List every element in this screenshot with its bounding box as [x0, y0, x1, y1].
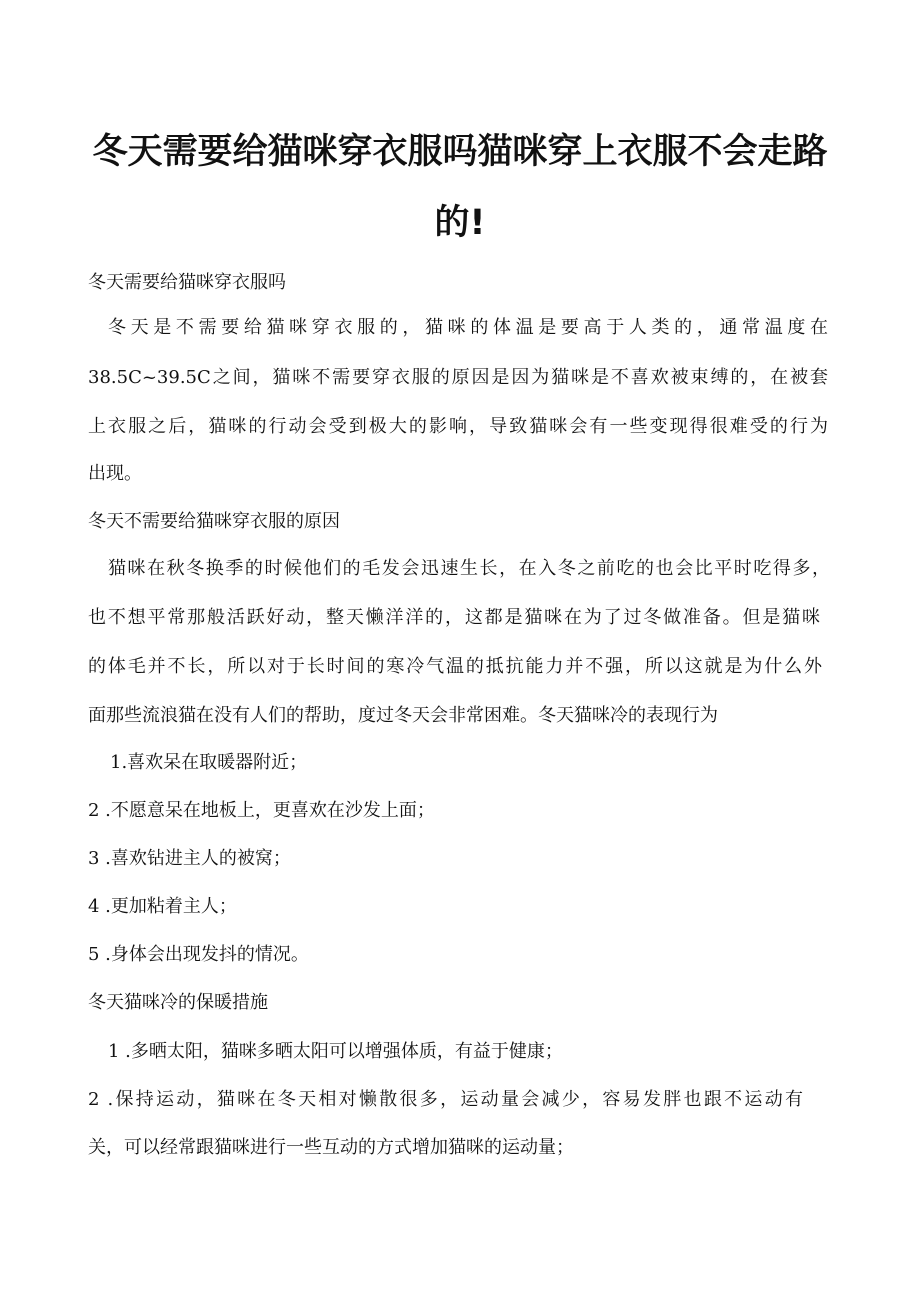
list-item: 2 .保持运动，猫咪在冬天相对懒散很多，运动量会减少，容易发胖也跟不运动有 [88, 1089, 803, 1110]
section-heading-need-clothes: 冬天需要给猫咪穿衣服吗 [88, 272, 286, 293]
paragraph-line: 上衣服之后，猫咪的行动会受到极大的影响，导致猫咪会有一些变现得很难受的行为 [88, 416, 828, 437]
list-item: 3 .喜欢钻进主人的被窝； [88, 848, 291, 869]
paragraph-line: 猫咪在秋冬换季的时候他们的毛发会迅速生长，在入冬之前吃的也会比平时吃得多， [108, 558, 830, 579]
list-item: 1.喜欢呆在取暖器附近； [110, 752, 308, 773]
section-heading-warming-measures: 冬天猫咪冷的保暖措施 [88, 992, 268, 1013]
paragraph-line: 38.5C~39.5C之间，猫咪不需要穿衣服的原因是因为猫咪是不喜欢被束缚的，在被套 [88, 367, 828, 388]
paragraph-line: 也不想平常那般活跃好动，整天懒洋洋的，这都是猫咪在为了过冬做准备。但是猫咪 [88, 607, 820, 628]
list-item-continuation: 关，可以经常跟猫咪进行一些互动的方式增加猫咪的运动量； [88, 1137, 574, 1158]
document-title-line-1: 冬天需要给猫咪穿衣服吗猫咪穿上衣服不会走路 [92, 132, 828, 172]
paragraph-line: 出现。 [88, 463, 142, 484]
paragraph-line: 的体毛并不长，所以对于长时间的寒冷气温的抵抗能力并不强，所以这就是为什么外 [88, 656, 822, 677]
document-title-line-2: 的! [434, 203, 486, 243]
paragraph-line: 冬天是不需要给猫咪穿衣服的，猫咪的体温是要高于人类的，通常温度在 [108, 317, 828, 338]
list-item: 4 .更加粘着主人； [88, 896, 237, 917]
list-item: 5 .身体会出现发抖的情况。 [88, 944, 309, 965]
list-item: 1 .多晒太阳，猫咪多晒太阳可以增强体质，有益于健康； [108, 1041, 563, 1062]
section-heading-reasons: 冬天不需要给猫咪穿衣服的原因 [88, 511, 340, 532]
paragraph-line: 面那些流浪猫在没有人们的帮助，度过冬天会非常困难。冬天猫咪冷的表现行为 [88, 705, 718, 726]
list-item: 2 .不愿意呆在地板上，更喜欢在沙发上面； [88, 800, 435, 821]
